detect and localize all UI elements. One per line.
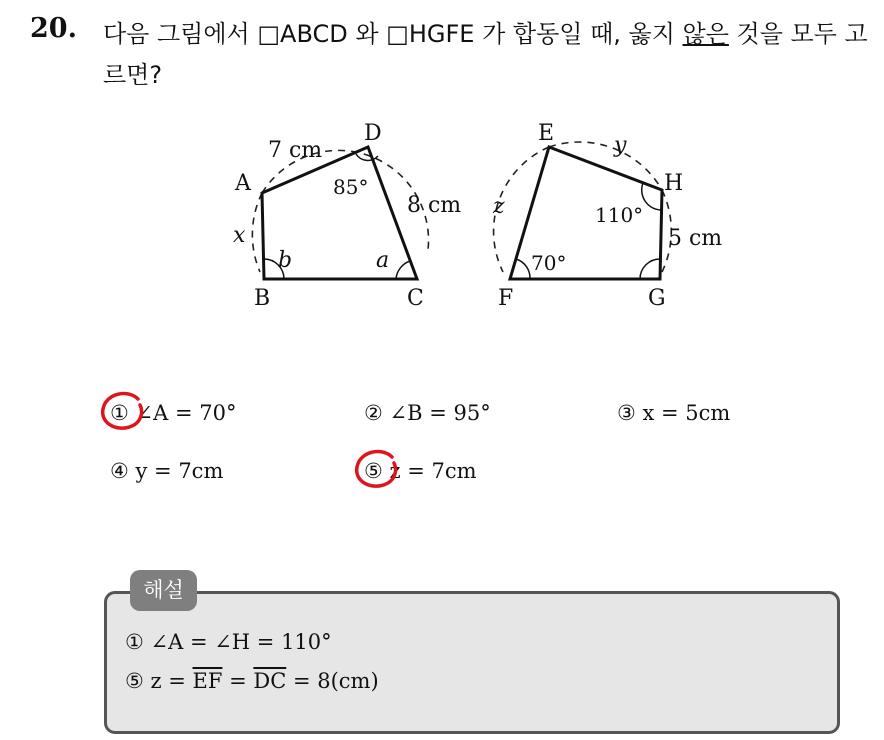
label-angle-d: 85° — [333, 175, 369, 199]
label-angle-f: 70° — [531, 251, 567, 275]
solution-line-2 — [125, 669, 379, 693]
circumscribed-arc-left-side — [252, 193, 262, 272]
choice-1-text: ∠A = 70° — [135, 401, 237, 425]
label-side-z: z — [493, 194, 505, 219]
label-side-y: y — [614, 133, 627, 158]
angle-arc-c — [396, 261, 410, 279]
quadrilateral-abcd — [233, 121, 461, 311]
choice-3-number: ③ — [617, 401, 636, 425]
congruent-quadrilaterals-figure — [0, 0, 884, 360]
quadrilateral-hgfe — [492, 121, 722, 311]
solution-line-1: ① ∠A = ∠H = 110° — [125, 630, 332, 654]
question-text-emphasis: 않은 — [682, 20, 729, 48]
solution-line-2-suffix: = 8(cm) — [286, 669, 379, 693]
choice-1-number: ① — [110, 401, 129, 425]
label-h: H — [664, 171, 684, 196]
choice-2[interactable] — [364, 401, 491, 425]
segment-dc: $\overline{DC}$ — [253, 669, 287, 693]
choice-2-text: ∠B = 95° — [389, 401, 491, 425]
angle-arc-f — [516, 259, 530, 279]
question-text-before: 다음 그림에서 □ABCD 와 □HGFE 가 합동일 때, 옳지 — [103, 20, 683, 48]
choice-3-text: x = 5cm — [642, 401, 731, 425]
segment-ef: $\overline{EF}$ — [192, 669, 223, 693]
question-number: 20. — [30, 13, 77, 44]
solution-box — [104, 591, 840, 734]
label-angle-b: b — [278, 248, 293, 273]
choice-4-number: ④ — [110, 459, 129, 483]
label-side-hg: 5 cm — [668, 226, 723, 251]
choice-2-number: ② — [364, 401, 383, 425]
label-c: C — [407, 286, 424, 311]
choice-3[interactable] — [617, 401, 730, 425]
label-angle-a: a — [376, 248, 390, 273]
choice-4-text: y = 7cm — [135, 459, 224, 483]
label-b: B — [254, 286, 271, 311]
label-a: A — [235, 171, 251, 196]
label-side-dc: 8 cm — [407, 193, 462, 218]
circumscribed-arc-left-top — [262, 150, 429, 250]
choice-5-text: z = 7cm — [389, 459, 477, 483]
label-e: E — [538, 121, 555, 146]
label-side-x: x — [233, 223, 246, 248]
solution-line-2-eq: = — [222, 669, 254, 693]
solution-line-2-prefix: ⑤ z = — [125, 669, 193, 693]
label-d: D — [364, 121, 382, 146]
label-f: F — [498, 286, 514, 311]
red-circle-mark-5 — [352, 449, 402, 493]
label-angle-h: 110° — [595, 203, 644, 227]
question-text-after: 것을 모두 고르면? — [103, 20, 868, 89]
angle-arc-g — [640, 259, 660, 279]
label-side-ad: 7 cm — [268, 138, 323, 163]
choice-4[interactable] — [110, 459, 223, 483]
label-g: G — [648, 286, 666, 311]
solution-tag: 해설 — [130, 570, 197, 611]
red-circle-mark-1 — [98, 391, 148, 435]
choice-5-number: ⑤ — [364, 459, 383, 483]
